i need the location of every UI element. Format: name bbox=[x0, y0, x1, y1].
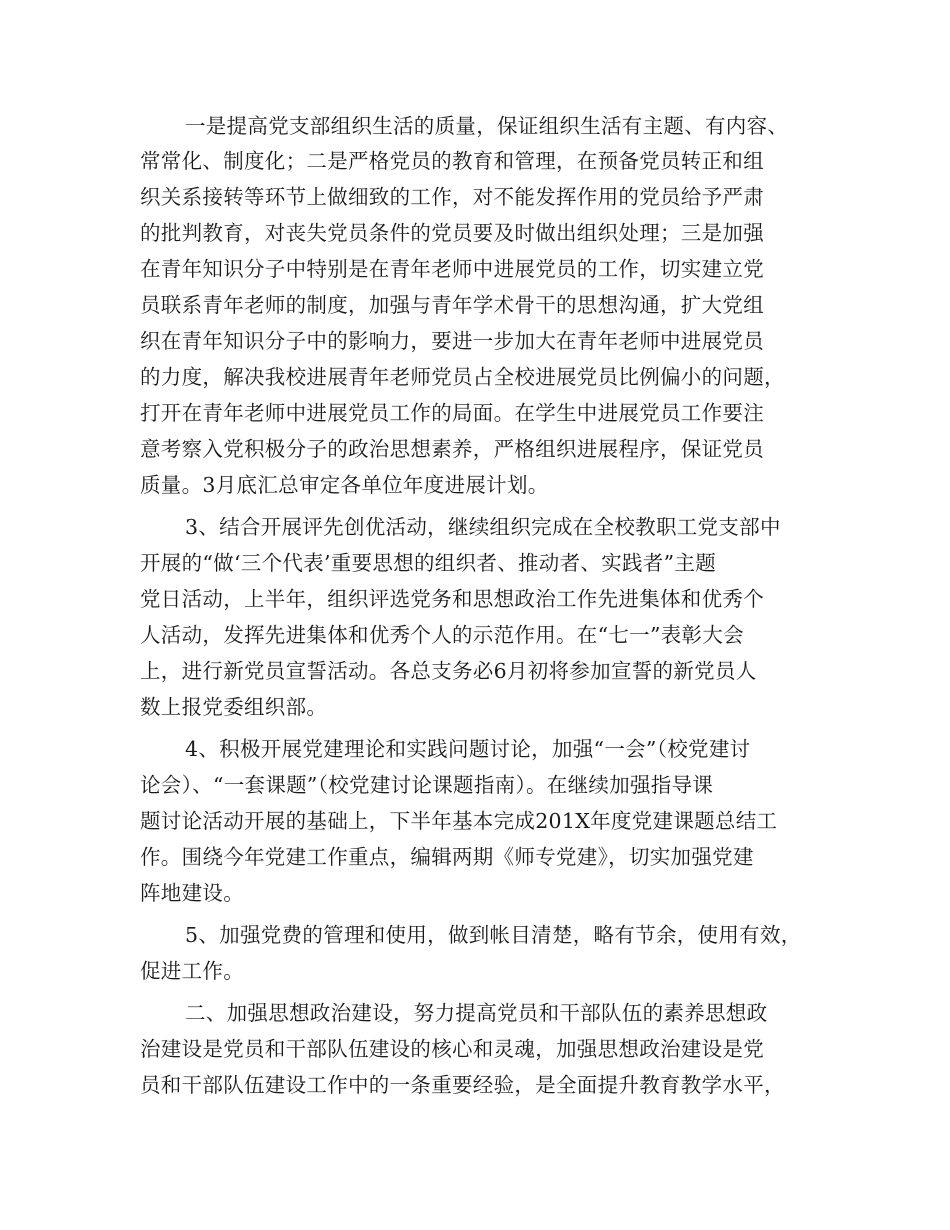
text-line: 员联系青年老师的制度，加强与青年学术骨干的思想沟通，扩大党组 bbox=[140, 293, 764, 317]
text-line: 一是提高党支部组织生活的质量，保证组织生活有主题、有内容、 bbox=[185, 114, 789, 138]
text-line: 作。围绕今年党建工作重点，编辑两期《师专党建》，切实加强党建 bbox=[140, 845, 754, 869]
text-line: 的力度，解决我校进展青年老师党员占全校进展党员比例偏小的问题， bbox=[140, 365, 785, 389]
text-line: 3、结合开展评先创优活动，继续组织完成在全校教职工党支部中 bbox=[185, 515, 781, 539]
text-line: 质量。3月底汇总审定各单位年度进展计划。 bbox=[140, 473, 549, 497]
text-line: 治建设是党员和干部队伍建设的核心和灵魂，加强思想政治建设是党 bbox=[140, 1037, 764, 1061]
text-line: 常常化、制度化；二是严格党员的教育和管理，在预备党员转正和组 bbox=[140, 149, 764, 173]
text-line: 意考察入党积极分子的政治思想素养，严格组织进展程序，保证党员 bbox=[140, 437, 764, 461]
text-line: 上，进行新党员宣誓活动。各总支务必6月初将参加宣誓的新党员人 bbox=[140, 659, 757, 683]
text-line: 5、加强党费的管理和使用，做到帐目清楚，略有节余，使用有效， bbox=[185, 923, 802, 947]
text-line: 在青年知识分子中特别是在青年老师中进展党员的工作，切实建立党 bbox=[140, 257, 764, 281]
text-line: 的批判教育，对丧失党员条件的党员要及时做出组织处理；三是加强 bbox=[140, 221, 764, 245]
text-line: 4、积极开展党建理论和实践问题讨论，加强“一会”（校党建讨 bbox=[185, 737, 751, 761]
text-line: 二、加强思想政治建设，努力提高党员和干部队伍的素养思想政 bbox=[185, 1001, 768, 1025]
text-line: 促进工作。 bbox=[140, 959, 244, 983]
text-line: 人活动，发挥先进集体和优秀个人的示范作用。在“七一”表彰大会 bbox=[140, 623, 744, 647]
text-line: 论会）、“一套课题”（校党建讨论课题指南）。在继续加强指导课 bbox=[140, 773, 714, 797]
text-line: 织关系接转等环节上做细致的工作，对不能发挥作用的党员给予严肃 bbox=[140, 185, 764, 209]
text-line: 打开在青年老师中进展党员工作的局面。在学生中进展党员工作要注 bbox=[140, 401, 764, 425]
text-line: 织在青年知识分子中的影响力，要进一步加大在青年老师中进展党员 bbox=[140, 329, 764, 353]
text-line: 数上报党委组织部。 bbox=[140, 695, 328, 719]
text-line: 员和干部队伍建设工作中的一条重要经验，是全面提升教育教学水平， bbox=[140, 1073, 785, 1097]
text-line: 题讨论活动开展的基础上，下半年基本完成201X年度党建课题总结工 bbox=[140, 809, 778, 833]
text-line: 开展的“做‘三个代表’重要思想的组织者、推动者、实践者”主题 bbox=[140, 551, 716, 575]
text-line: 阵地建设。 bbox=[140, 881, 244, 905]
text-line: 党日活动，上半年，组织评选党务和思想政治工作先进集体和优秀个 bbox=[140, 587, 764, 611]
